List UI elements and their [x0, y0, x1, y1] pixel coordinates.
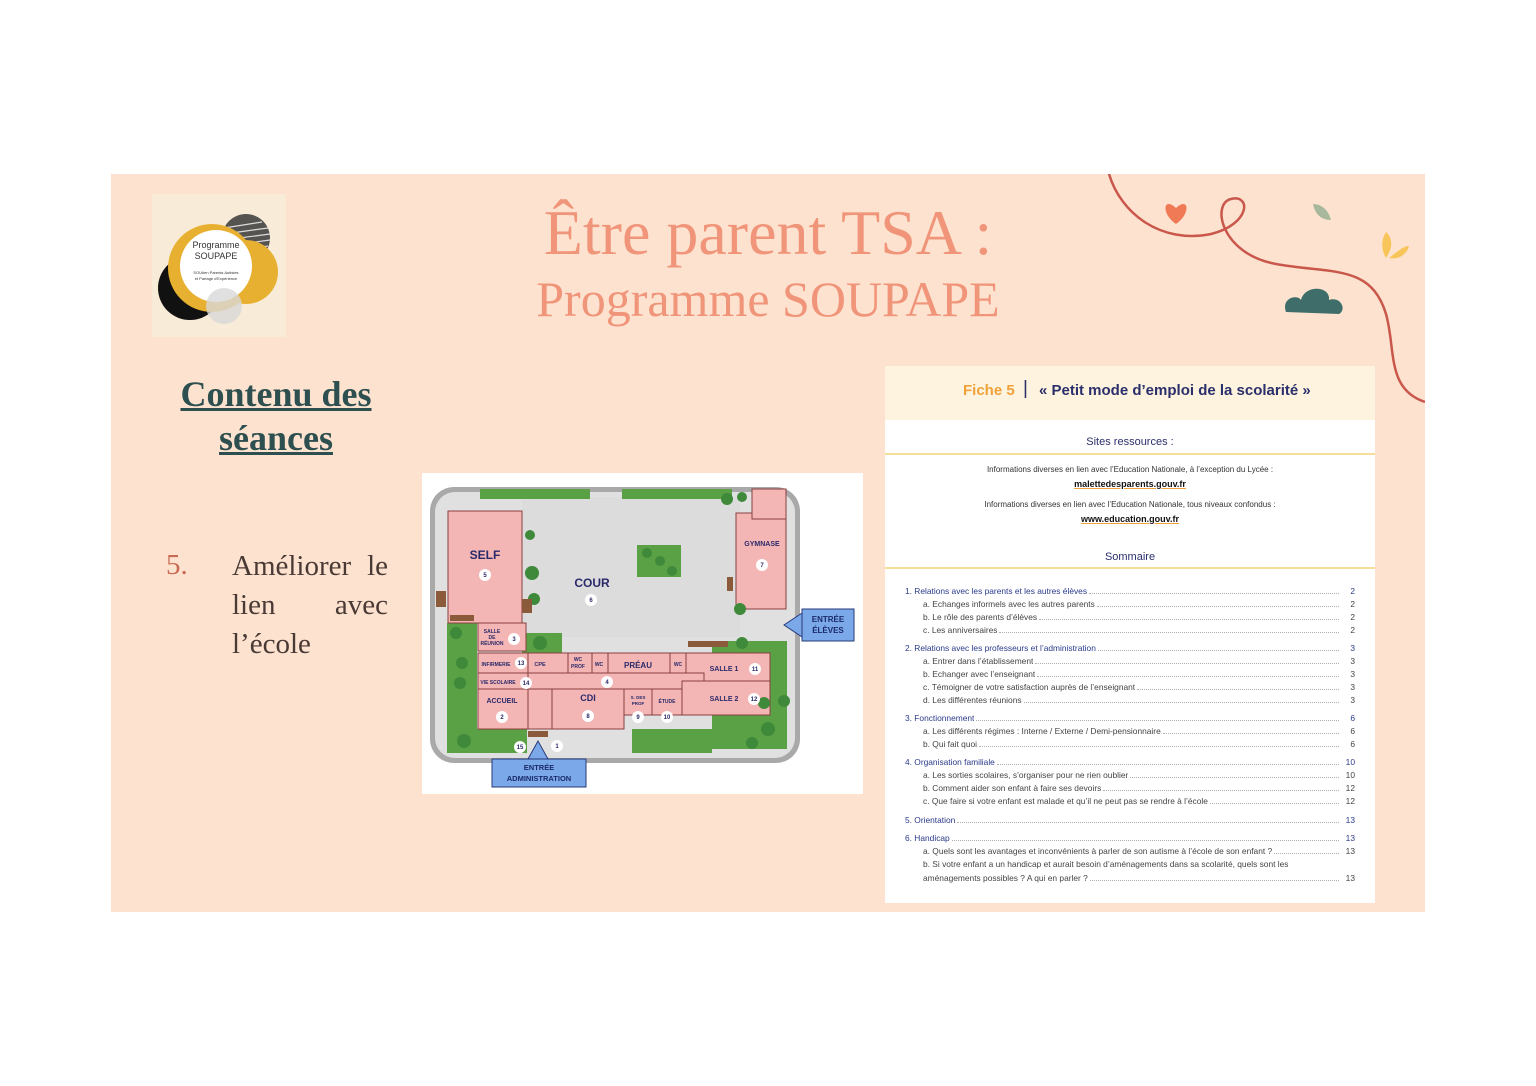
toc-row[interactable]	[905, 713, 1355, 725]
cloud-icon	[1285, 289, 1343, 314]
logo-line4: et Partage d'Expérience	[194, 276, 238, 281]
toc-page: 3	[1350, 682, 1355, 692]
toc-row[interactable]	[905, 726, 1355, 738]
toc-leader	[979, 740, 1339, 747]
separator-1	[885, 453, 1375, 455]
fiche-separator: |	[1023, 378, 1028, 399]
toc-label: a. Entrer dans l’établissement	[923, 656, 1034, 666]
toc-row[interactable]	[905, 586, 1355, 598]
toc-label: 3. Fonctionnement	[905, 713, 975, 723]
toc-row[interactable]	[905, 695, 1355, 707]
toc-leader	[1137, 683, 1339, 690]
map-entree-admin-2: ADMINISTRATION	[506, 774, 572, 783]
title-line1: Être parent TSA :	[543, 197, 993, 268]
toc-leader	[1035, 657, 1339, 664]
map-num-vie-scolaire: 14	[522, 681, 530, 687]
toc-row[interactable]	[905, 833, 1355, 845]
toc-label: a. Echanges informels avec les autres parents	[923, 599, 1095, 609]
title-line2: Programme SOUPAPE	[536, 271, 1000, 327]
toc-leader	[999, 626, 1339, 633]
toc-label: d. Les différentes réunions	[923, 695, 1022, 705]
toc-row[interactable]	[905, 625, 1355, 637]
school-map-graphic	[422, 473, 863, 794]
map-label-infirmerie: INFIRMERIE	[481, 662, 511, 668]
slide	[111, 174, 1425, 912]
heading-line1: Contenu des	[180, 374, 372, 414]
map-label-salle-reunion-3: RÉUNION	[480, 641, 504, 647]
link-2[interactable]: www.education.gouv.fr	[1080, 514, 1179, 524]
map-num-salle2: 12	[750, 697, 758, 703]
toc-label: a. Les différents régimes : Interne / Externe / Demi-pensionnaire	[923, 726, 1161, 736]
toc-leader	[1274, 847, 1339, 854]
toc-leader	[1130, 771, 1339, 778]
map-label-salle2: SALLE 2	[709, 696, 739, 703]
toc-page: 12	[1345, 796, 1355, 806]
toc-page: 13	[1345, 833, 1355, 843]
toc-leader	[1210, 797, 1339, 804]
map-label-wc-prof-2: PROF	[571, 664, 585, 670]
toc-row[interactable]	[905, 669, 1355, 681]
map-label-sdes-1: S. DES	[630, 695, 646, 700]
toc-page: 13	[1345, 846, 1355, 856]
toc-label: c. Que faire si votre enfant est malade et qu’il ne peut pas se rendre à l’école	[923, 796, 1208, 806]
map-num-cdi: 8	[586, 714, 590, 720]
fiche-header	[885, 366, 1375, 420]
map-num-sdes: 9	[636, 715, 640, 721]
toc-leader	[1163, 727, 1339, 734]
toc-label: aménagements possibles ? A qui en parler ?	[923, 873, 1088, 883]
map-label-salle1: SALLE 1	[709, 666, 739, 673]
toc-leader	[1090, 874, 1339, 881]
map-label-gymnase: GYMNASE	[744, 541, 780, 548]
toc-leader	[1098, 644, 1339, 651]
toc-row[interactable]	[905, 770, 1355, 782]
toc-label: b. Echanger avec l’enseignant	[923, 669, 1036, 679]
toc-row[interactable]	[905, 783, 1355, 795]
leaf-icon	[1313, 204, 1331, 220]
toc-page: 2	[1350, 625, 1355, 635]
toc-leader	[1039, 613, 1339, 620]
toc-label: a. Les sorties scolaires, s’organiser pour ne rien oublier	[923, 770, 1129, 780]
toc-page: 3	[1350, 695, 1355, 705]
toc-row[interactable]	[905, 643, 1355, 655]
toc-label: b. Comment aider son enfant à faire ses devoirs	[923, 783, 1102, 793]
fiche-label: Fiche 5	[963, 382, 1015, 399]
toc-label: b. Qui fait quoi	[923, 739, 978, 749]
toc-row[interactable]	[905, 796, 1355, 808]
map-num-infirmerie: 13	[517, 661, 525, 667]
map-num-etude: 10	[663, 715, 671, 721]
sprout-icon	[1382, 232, 1409, 258]
heart-icon	[1165, 204, 1186, 224]
map-entree-admin-1: ENTRÉE	[523, 763, 555, 772]
fiche-document	[885, 366, 1375, 903]
toc-row[interactable]	[905, 757, 1355, 769]
map-label-sdes-2: PROF	[631, 701, 645, 706]
toc-label: 4. Organisation familiale	[905, 757, 995, 767]
separator-2	[885, 567, 1375, 569]
map-entree-eleves-1: ENTRÉE	[811, 615, 845, 624]
toc-label: c. Témoigner de votre satisfaction auprès de l’enseignant	[923, 682, 1136, 692]
map-num-accueil: 2	[500, 715, 504, 721]
toc-leader	[1089, 587, 1339, 594]
heading-line2: séances	[219, 418, 333, 458]
toc-row[interactable]	[905, 612, 1355, 624]
sommaire-title: Sommaire	[1104, 551, 1156, 563]
info-1: Informations diverses en lien avec l’Education Nationale, à l’exception du Lycée :	[986, 465, 1274, 474]
toc-leader	[1103, 784, 1339, 791]
map-label-self: SELF	[469, 548, 501, 562]
map-label-cour: COUR	[574, 576, 610, 590]
toc-leader	[1037, 670, 1339, 677]
map-label-cpe: CPE	[534, 662, 546, 668]
info-2: Informations diverses en lien avec l’Education Nationale, tous niveaux confondus :	[984, 500, 1276, 509]
section-heading	[171, 372, 381, 460]
map-num-entree-a: 15	[516, 745, 524, 751]
toc-leader	[957, 816, 1339, 823]
toc-row[interactable]	[905, 815, 1355, 827]
fiche-title: « Petit mode d’emploi de la scolarité »	[1039, 382, 1311, 399]
map-num-cour: 6	[589, 598, 593, 604]
map-label-wc2: WC	[673, 662, 683, 668]
toc-row[interactable]	[905, 656, 1355, 668]
toc-page: 12	[1345, 783, 1355, 793]
toc-label: b. Le rôle des parents d’élèves	[923, 612, 1038, 622]
toc-page: 3	[1350, 656, 1355, 666]
map-label-accueil: ACCUEIL	[486, 698, 518, 705]
toc-row[interactable]	[905, 859, 1355, 871]
toc-row[interactable]	[905, 682, 1355, 694]
toc-leader	[997, 758, 1339, 765]
toc-row[interactable]	[905, 599, 1355, 611]
toc-page: 10	[1345, 757, 1355, 767]
toc-page: 13	[1345, 873, 1355, 883]
map-num-entree-b: 1	[555, 744, 559, 750]
map-label-vie-scolaire: VIE SCOLAIRE	[480, 680, 516, 686]
link-1[interactable]: malettedesparents.gouv.fr	[1074, 479, 1186, 489]
toc-label: 5. Orientation	[905, 815, 956, 825]
map-label-preau: PRÉAU	[623, 661, 653, 670]
map-label-wc-prof-1: WC	[573, 657, 583, 663]
school-map	[422, 473, 863, 794]
map-label-salle-reunion-2: DE	[488, 635, 496, 641]
toc-row[interactable]	[905, 739, 1355, 751]
toc-page: 3	[1350, 669, 1355, 679]
toc-page: 6	[1350, 726, 1355, 736]
toc-label: a. Quels sont les avantages et inconvénients à parler de son autisme à l’école de son enfant ?	[923, 846, 1273, 856]
map-label-wc: WC	[594, 662, 604, 668]
toc-label: 2. Relations avec les professeurs et l’administration	[905, 643, 1096, 653]
toc-label: 6. Handicap	[905, 833, 950, 843]
item-text: Améliorer le lien avec l’école	[232, 550, 388, 660]
logo-line3: SOUtien Parents Autistes	[193, 270, 239, 275]
map-entree-eleves-2: ÉLÈVES	[812, 626, 844, 635]
map-num-salle1: 11	[751, 667, 759, 673]
toc-row[interactable]	[905, 846, 1355, 858]
toc-leader	[952, 834, 1339, 841]
toc-row[interactable]	[905, 873, 1355, 885]
map-label-salle-reunion-1: SALLE	[483, 629, 501, 635]
map-label-etude: ÉTUDE	[658, 699, 676, 705]
toc-page: 2	[1350, 599, 1355, 609]
sites-title: Sites ressources :	[1086, 436, 1174, 448]
logo-line2: SOUPAPE	[194, 251, 238, 261]
toc-page: 6	[1350, 713, 1355, 723]
toc-leader	[1097, 600, 1339, 607]
toc-label: c. Les anniversaires	[923, 625, 998, 635]
toc-page: 3	[1350, 643, 1355, 653]
toc-leader	[976, 714, 1339, 721]
toc-page: 13	[1345, 815, 1355, 825]
toc-page: 2	[1350, 586, 1355, 596]
toc-page: 6	[1350, 739, 1355, 749]
map-num-gymnase: 7	[760, 563, 764, 569]
toc-page: 2	[1350, 612, 1355, 622]
map-num-self: 5	[483, 573, 487, 579]
item-number: 5.	[166, 549, 188, 581]
logo-line1: Programme	[192, 240, 240, 250]
toc-leader	[1024, 696, 1339, 703]
map-label-cdi: CDI	[580, 693, 596, 703]
map-num-salle-reunion: 3	[512, 637, 516, 643]
entree-eleves-sign	[802, 609, 854, 641]
toc-page: 10	[1345, 770, 1355, 780]
map-num-preau: 4	[605, 680, 609, 686]
toc-label: 1. Relations avec les parents et les autres élèves	[905, 586, 1088, 596]
toc-label: b. Si votre enfant a un handicap et aurait besoin d’aménagements dans sa scolarité, quels sont les	[923, 859, 1289, 869]
